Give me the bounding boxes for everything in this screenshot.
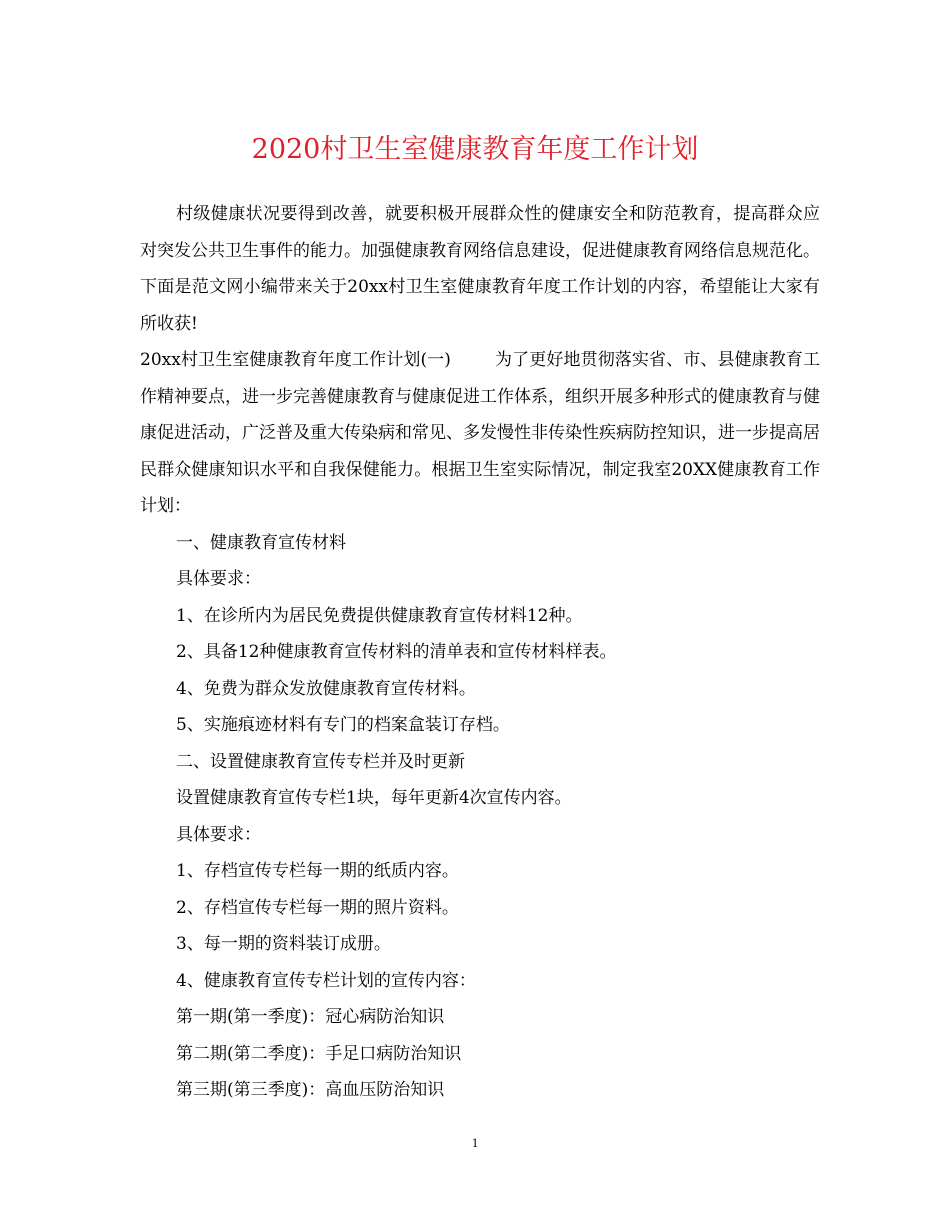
schedule-item: 第一期(第一季度)：冠心病防治知识 [176,1007,445,1027]
list-item: 3、每一期的资料装订成册。 [176,934,391,954]
section-text: 设置健康教育宣传专栏1块，每年更新4次宣传内容。 [176,788,572,808]
section-heading-2: 二、设置健康教育宣传专栏并及时更新 [176,751,465,772]
schedule-item: 第三期(第三季度)：高血压防治知识 [176,1080,445,1100]
list-item: 4、健康教育宣传专栏计划的宣传内容： [176,970,476,991]
list-item: 1、存档宣传专栏每一期的纸质内容。 [176,861,459,881]
plan-body: 为了更好地贯彻落实省、市、县健康教育工作精神要点，进一步完善健康教育与健康促进工作体系，组织开展多种形式的健康教育与健康促进活动，广泛普及重大传染病和常见、多发慢性非传染性疾病防控知识，进一步提高居民群众健康知识水平和自我保健能力。根据卫生室实际情况，制定我室20XX健康教育工作计划： [140,350,821,516]
document-body [140,196,820,1109]
requirements-label-1: 具体要求： [176,569,261,589]
intro-paragraph: 村级健康状况要得到改善，就要积极开展群众性的健康安全和防范教育，提高群众应对突发公共卫生事件的能力。加强健康教育网络信息建设，促进健康教育网络信息规范化。下面是范文网小编带来关于20xx村卫生室健康教育年度工作计划的内容，希望能让大家有所收获! [140,204,820,334]
list-item: 2、存档宣传专栏每一期的照片资料。 [176,897,459,918]
plan-heading: 20xx村卫生室健康教育年度工作计划(一) [140,350,451,370]
document-title: 2020村卫生室健康教育年度工作计划 [251,134,699,165]
schedule-item: 第二期(第二季度)：手足口病防治知识 [176,1043,462,1064]
section-heading-1: 一、健康教育宣传材料 [176,532,346,553]
requirements-label-2: 具体要求： [176,824,261,845]
list-item: 5、实施痕迹材料有专门的档案盒装订存档。 [176,715,510,735]
list-item: 1、在诊所内为居民免费提供健康教育宣传材料12种。 [176,605,583,626]
plan-paragraph [140,342,820,525]
list-item: 2、具备12种健康教育宣传材料的清单表和宣传材料样表。 [176,642,617,662]
page-number: 1 [471,1135,479,1150]
list-item: 4、免费为群众发放健康教育宣传材料。 [176,678,476,699]
